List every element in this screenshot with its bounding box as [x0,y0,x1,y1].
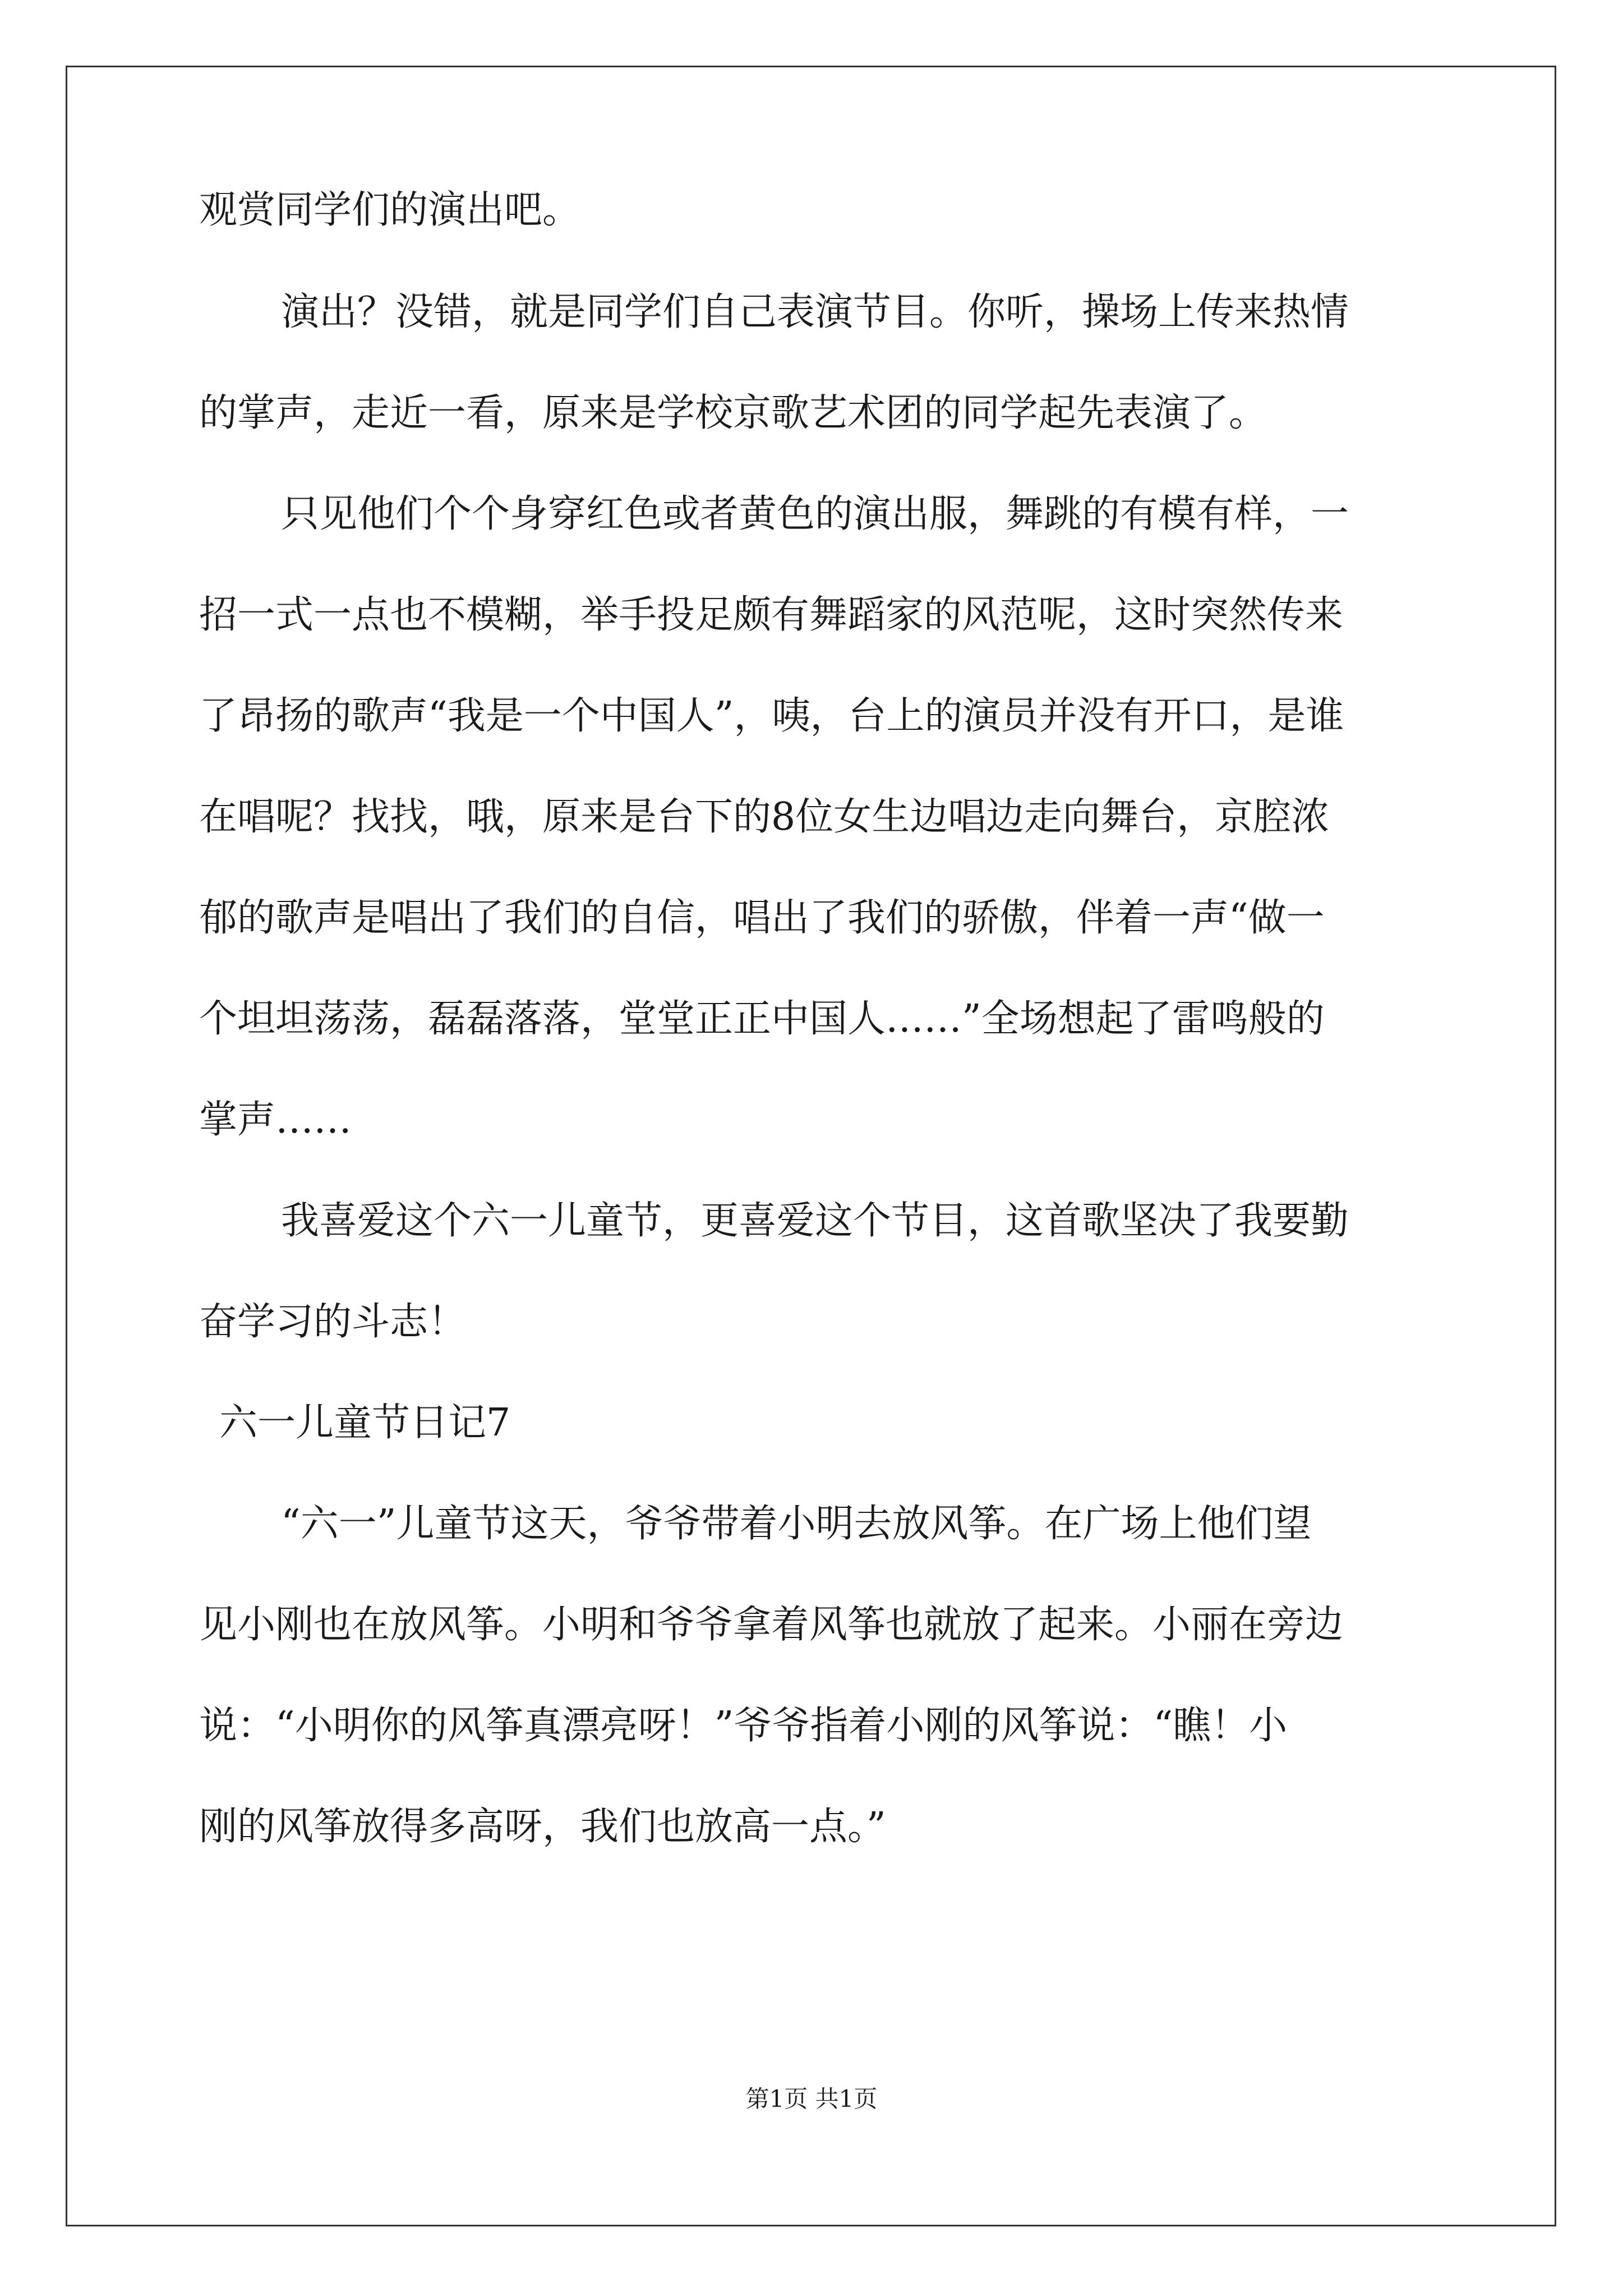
text-line: 个坦坦荡荡，磊磊落落，堂堂正正中国人……”全场想起了雷鸣般的 [199,997,1325,1041]
text-line: 观赏同学们的演出吧。 [199,188,581,232]
text-line: “六一”儿童节这天，爷爷带着小明去放风筝。在广场上他们望 [281,1502,1312,1546]
page-footer: 第1页 共1页 [745,2085,878,2113]
text-line: 掌声…… [199,1098,352,1142]
text-line: 演出？没错，就是同学们自己表演节目。你听，操场上传来热情 [281,290,1349,334]
text-line: 奋学习的斗志！ [199,1300,467,1344]
text-line: 我喜爱这个六一儿童节，更喜爱这个节目，这首歌坚决了我要勤 [281,1199,1349,1243]
text-line: 了昂扬的歌声“我是一个中国人”，咦，台上的演员并没有开口，是谁 [199,694,1344,738]
text-line: 说：“小明你的风筝真漂亮呀！”爷爷指着小刚的风筝说：“瞧！小 [199,1704,1288,1748]
text-line: 见小刚也在放风筝。小明和爷爷拿着风筝也就放了起来。小丽在旁边 [199,1603,1344,1647]
text-line: 在唱呢？找找，哦，原来是台下的8位女生边唱边走向舞台，京腔浓 [199,795,1330,839]
text-line: 招一式一点也不模糊，举手投足颇有舞蹈家的风范呢，这时突然传来 [199,593,1344,637]
text-line: 只见他们个个身穿红色或者黄色的演出服，舞跳的有模有样，一 [281,492,1349,536]
text-line: 刚的风筝放得多高呀，我们也放高一点。” [199,1805,886,1849]
text-line: 郁的歌声是唱出了我们的自信，唱出了我们的骄傲，伴着一声“做一 [199,896,1325,940]
section-heading: 六一儿童节日记7 [219,1401,511,1445]
text-line: 的掌声，走近一看，原来是学校京歌艺术团的同学起先表演了。 [199,391,1267,435]
